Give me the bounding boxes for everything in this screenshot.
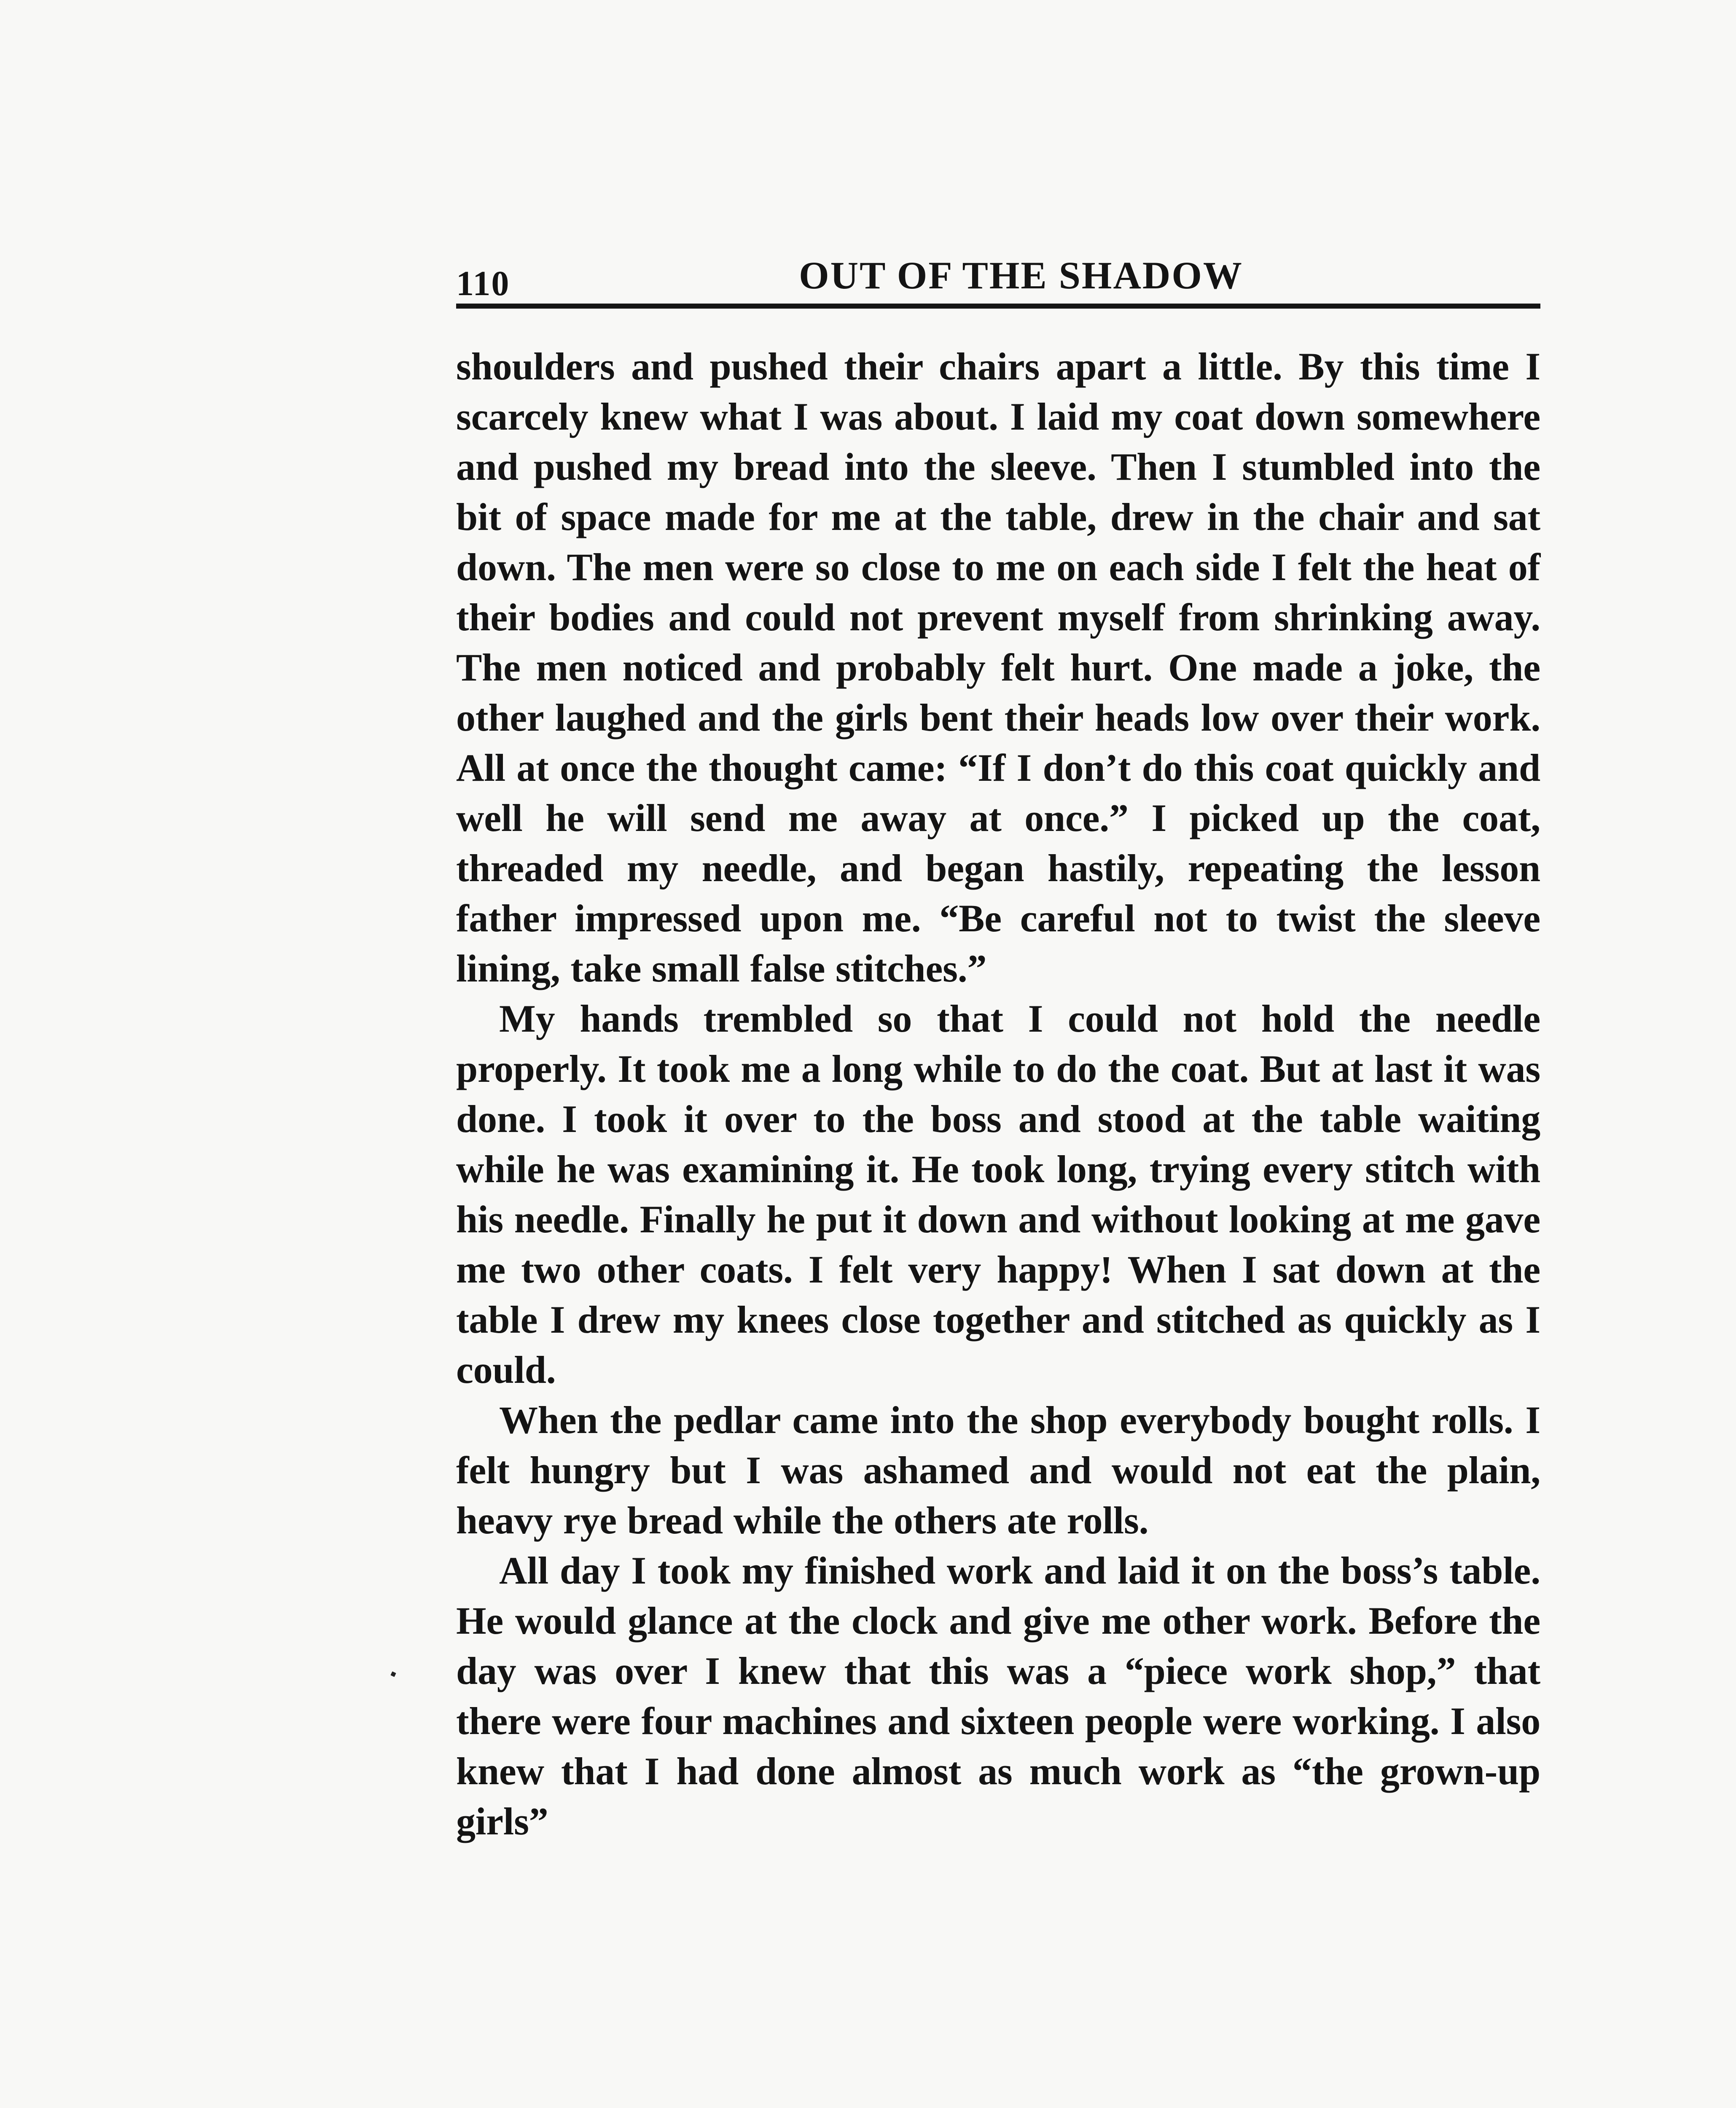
margin-speck (390, 1671, 396, 1677)
paragraph-3: When the pedlar came into the shop everybody bought rolls. I felt hungry but I was ashamed and would not eat the plain, heavy rye bread while the others ate rolls. (456, 1398, 1540, 1542)
book-text (456, 341, 1540, 1847)
page-number: 110 (456, 264, 510, 303)
paragraph-4: All day I took my finished work and laid it on the boss’s table. He would glance at the clock and give me other work. Before the day was over I knew that this was a “piece work shop,” that there were four machines and sixteen people were working. I also knew that I had done almost as much work as “the grown-up girls” (456, 1549, 1540, 1843)
page-header (456, 253, 1540, 309)
paragraph-2: My hands trembled so that I could not hold the needle properly. It took me a long while to do the coat. But at last it was done. I took it over to the boss and stood at the table waiting while he was examining it. He took long, trying every stitch with his needle. Finally he put it down and without looking at me gave me two other coats. I felt very happy! When I sat down at the table I drew my knees close together and stitched as quickly as I could. (456, 997, 1540, 1391)
running-head-title: OUT OF THE SHADOW (799, 254, 1243, 297)
paragraph-1: shoulders and pushed their chairs apart a little. By this time I scarcely knew what I was about. I laid my coat down somewhere and pushed my bread into the sleeve. Then I stumbled into the bit of space made for me at the table, drew in the chair and sat down. The men were so close to me on each side I felt the heat of their bodies and could not prevent myself from shrinking away. The men noticed and probably felt hurt. One made a joke, the other laughed and the girls bent their heads low over their work. All at once the thought came: “If I don’t do this coat quickly and well he will send me away at once.” I picked up the coat, threaded my needle, and began hastily, repeating the lesson father impressed upon me. “Be careful not to twist the sleeve lining, take small false stitches.” (456, 345, 1540, 990)
